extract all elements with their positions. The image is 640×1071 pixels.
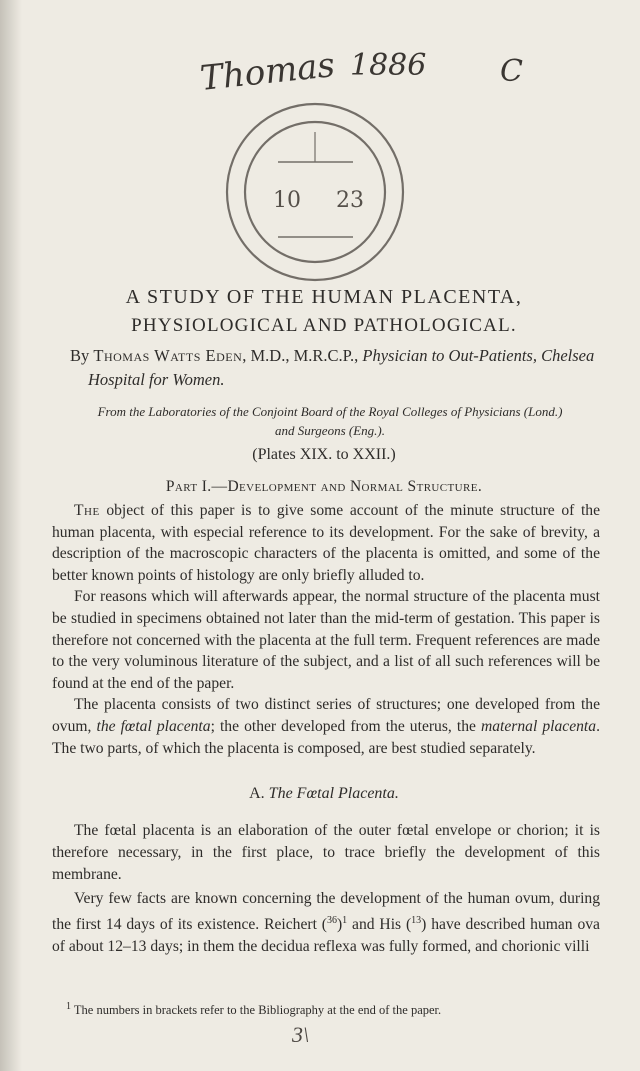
foetal-placenta-term: the fœtal placenta bbox=[96, 717, 211, 735]
stamp-date: 23 bbox=[336, 188, 364, 213]
footnote-text: The numbers in brackets refer to the Bibliography at the end of the paper. bbox=[71, 1003, 442, 1018]
byline-by: By bbox=[70, 346, 90, 365]
stamp-number: 10 bbox=[273, 188, 301, 213]
handwritten-year: 1886 bbox=[350, 48, 427, 83]
maternal-placenta-term: maternal placenta bbox=[481, 717, 597, 735]
page-edge-shadow bbox=[0, 0, 22, 1071]
laboratory-credit: From the Laboratories of the Conjoint Board of the Royal Colleges of Physicians (Lond.) and Surgeons (Eng.). bbox=[97, 404, 563, 438]
paragraph-3 bbox=[52, 694, 600, 759]
paragraph-2: For reasons which will afterwards appear, the normal structure of the placenta must be studied in specimens obtained not later than the mid-term of gestation. This paper is therefore not concerned with the placenta at the full term. Frequent references are made to the very voluminous literature of the subject, and a list of all such references will be found at the end of the paper. bbox=[52, 588, 600, 692]
paragraph-5-part-a: Very few facts are known concerning the development of the human ovum, during the first 14 days of its existence. Reichert ( bbox=[52, 890, 600, 934]
paragraph-5 bbox=[52, 888, 600, 958]
handwritten-name: Thomas bbox=[198, 45, 337, 99]
footnote-number: 1 bbox=[66, 1001, 71, 1012]
paragraph-lead-word: The bbox=[74, 502, 100, 519]
reference-36: 36 bbox=[326, 915, 337, 927]
section-body-text bbox=[52, 820, 600, 958]
paragraph-5-part-d: ) have described human ova of about 12–13 days; in them the decidua reflexa was fully formed, and chorionic villi bbox=[52, 916, 600, 956]
footnote bbox=[66, 999, 600, 1018]
paragraph-5-part-b: ) bbox=[336, 916, 343, 934]
section-title: The Fœtal Placenta. bbox=[268, 785, 399, 802]
footnote-marker: 1 bbox=[342, 915, 348, 927]
page-subtitle: PHYSIOLOGICAL AND PATHOLOGICAL. bbox=[131, 315, 517, 336]
paragraph-4: The fœtal placenta is an elaboration of the outer fœtal envelope or chorion; it is therefore necessary, in the first place, to trace briefly the development of this membrane. bbox=[52, 822, 600, 883]
paragraph-5-part-c: and His ( bbox=[347, 916, 412, 934]
section-heading bbox=[44, 785, 604, 803]
author-byline bbox=[70, 344, 598, 392]
paragraph-3-part-c: ; the other developed from the uterus, the bbox=[210, 717, 481, 735]
handwritten-mark: C bbox=[500, 54, 523, 89]
paragraph-3-part-a: The placenta consists of two distinct series of structures; one developed from the ovum, bbox=[52, 696, 600, 735]
reference-13: 13 bbox=[411, 915, 422, 927]
author-name: Thomas Watts Eden bbox=[93, 346, 243, 365]
paragraph-3-part-e: . The two parts, of which the placenta is composed, are best studied separately. bbox=[52, 717, 600, 757]
author-degrees: , M.D., M.R.C.P., bbox=[242, 346, 359, 365]
page-title: A STUDY OF THE HUMAN PLACENTA, bbox=[125, 286, 523, 308]
section-label: A. bbox=[249, 785, 265, 802]
plates-reference: (Plates XIX. to XXII.) bbox=[252, 446, 396, 463]
paragraph-1-text: object of this paper is to give some account of the minute structure of the human placenta, with especial reference to its development. For the sake of brevity, a description of the macroscopic characters of the placenta is omitted, and some of the better known points of histology are only briefly alluded to. bbox=[52, 502, 600, 584]
part-heading: Part I.—Development and Normal Structure. bbox=[165, 478, 483, 495]
handwritten-folio: 3\ bbox=[292, 1022, 310, 1047]
paragraph-1 bbox=[52, 500, 600, 586]
library-stamp-icon bbox=[218, 92, 413, 287]
author-position: Physician to Out-Patients, Chelsea Hospital for Women. bbox=[88, 346, 595, 389]
body-text bbox=[52, 500, 600, 759]
